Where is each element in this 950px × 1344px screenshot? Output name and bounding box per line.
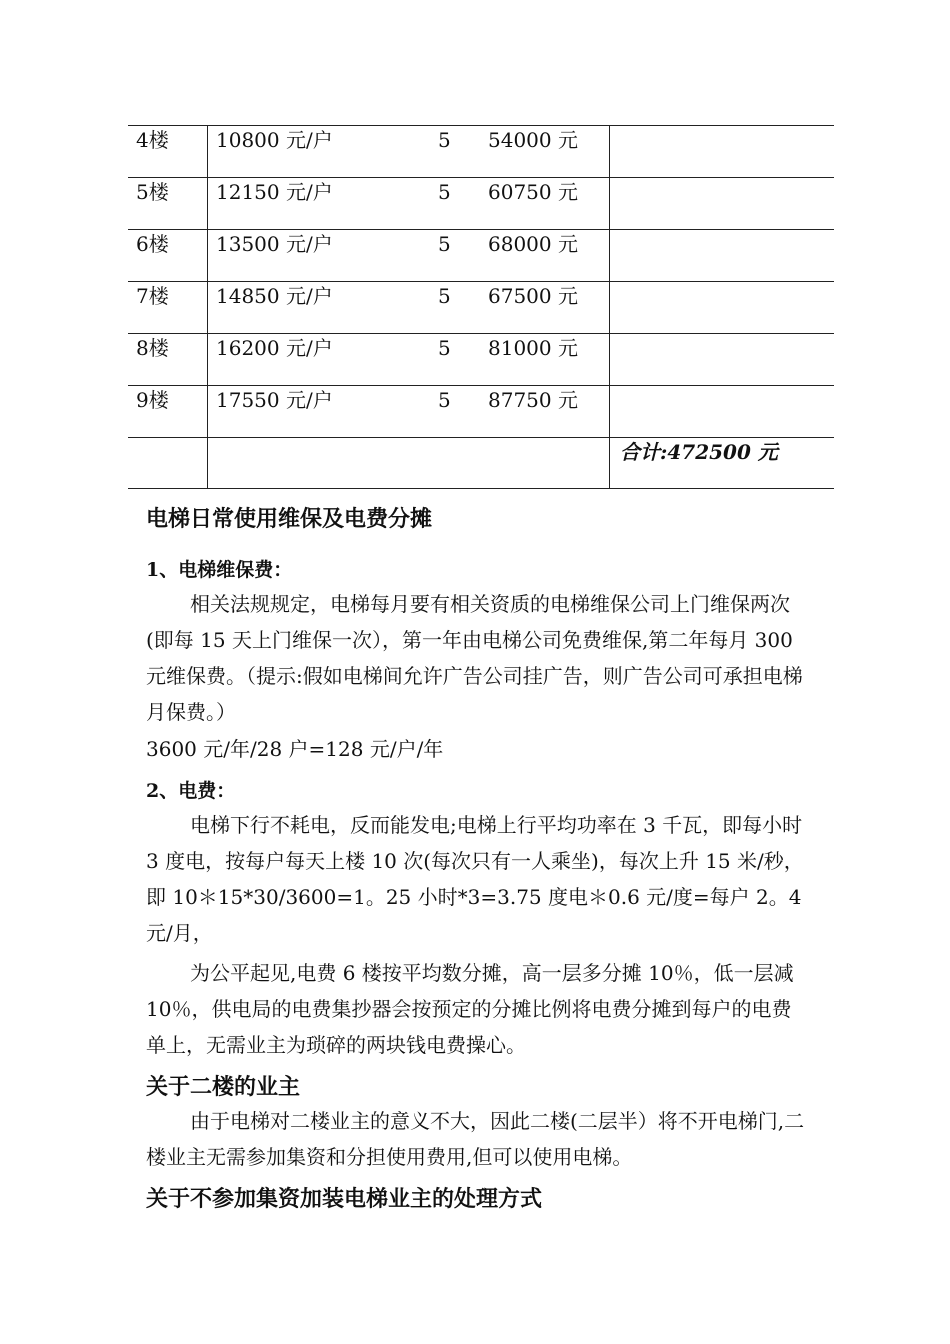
table-cell-count: 5 xyxy=(438,388,451,412)
table-rule xyxy=(128,281,834,282)
table-rule xyxy=(128,385,834,386)
table-cell-price: 17550 元/户 xyxy=(216,388,333,412)
table-cell-count: 5 xyxy=(438,128,451,152)
table-cell-floor: 7楼 xyxy=(136,284,169,308)
non-participants-heading: 关于不参加集资加装电梯业主的处理方式 xyxy=(146,1186,543,1212)
table-column-rule xyxy=(207,125,208,489)
electricity-paragraph-1: 电梯下行不耗电，反而能发电;电梯上行平均功率在 3 千瓦，即每小时 3 度电，按每户每天上楼 10 次(每次只有一人乘坐)，每次上升 15 米/秒，即 10＊15*30/3600=1。25 小时*3=3.75 度电＊0.6 元/度=每户 2。4 元/月， xyxy=(146,813,804,945)
table-cell-floor: 9楼 xyxy=(136,388,169,412)
table-cell-amount: 67500 元 xyxy=(488,284,578,308)
table-rule xyxy=(128,488,834,489)
electricity-heading: 2、电费： xyxy=(146,780,236,802)
table-cell-amount: 87750 元 xyxy=(488,388,578,412)
table-rule xyxy=(128,125,834,126)
table-cell-count: 5 xyxy=(438,232,451,256)
table-cell-amount: 54000 元 xyxy=(488,128,578,152)
table-cell-price: 13500 元/户 xyxy=(216,232,333,256)
table-cell-amount: 81000 元 xyxy=(488,336,578,360)
table-total: 合计:472500 元 xyxy=(620,440,778,464)
table-cell-floor: 5楼 xyxy=(136,180,169,204)
maintenance-formula: 3600 元/年/28 户=128 元/户/年 xyxy=(146,737,444,761)
table-rule xyxy=(128,437,834,438)
table-cell-price: 10800 元/户 xyxy=(216,128,333,152)
table-rule xyxy=(128,229,834,230)
table-rule xyxy=(128,333,834,334)
electricity-paragraph-2: 为公平起见,电费 6 楼按平均数分摊，高一层多分摊 10％，低一层减 10％，供电局的电费集抄器会按预定的分摊比例将电费分摊到每户的电费单上，无需业主为琐碎的两块钱电费操心。 xyxy=(146,961,794,1057)
table-cell-floor: 4楼 xyxy=(136,128,169,152)
second-floor-paragraph: 由于电梯对二楼业主的意义不大，因此二楼(二层半）将不开电梯门,二楼业主无需参加集资和分担使用费用,但可以使用电梯。 xyxy=(146,1109,805,1169)
table-cell-amount: 60750 元 xyxy=(488,180,578,204)
table-cell-amount: 68000 元 xyxy=(488,232,578,256)
table-cell-price: 12150 元/户 xyxy=(216,180,333,204)
table-cell-floor: 8楼 xyxy=(136,336,169,360)
second-floor-heading: 关于二楼的业主 xyxy=(146,1074,301,1100)
maintenance-paragraph: 相关法规规定，电梯每月要有相关资质的电梯维保公司上门维保两次(即每 15 天上门维保一次），第一年由电梯公司免费维保,第二年每月 300 元维保费。（提示:假如电梯间允许广告公司挂广告，则广告公司可承担电梯月保费。） xyxy=(146,592,803,724)
table-column-rule xyxy=(609,125,610,489)
table-cell-price: 16200 元/户 xyxy=(216,336,333,360)
section-title-maintenance-and-electricity: 电梯日常使用维保及电费分摊 xyxy=(146,506,433,532)
table-rule xyxy=(128,177,834,178)
table-cell-price: 14850 元/户 xyxy=(216,284,333,308)
table-cell-count: 5 xyxy=(438,336,451,360)
table-cell-floor: 6楼 xyxy=(136,232,169,256)
cost-table xyxy=(128,125,834,489)
table-cell-count: 5 xyxy=(438,284,451,308)
table-cell-count: 5 xyxy=(438,180,451,204)
maintenance-heading: 1、电梯维保费： xyxy=(146,559,293,581)
